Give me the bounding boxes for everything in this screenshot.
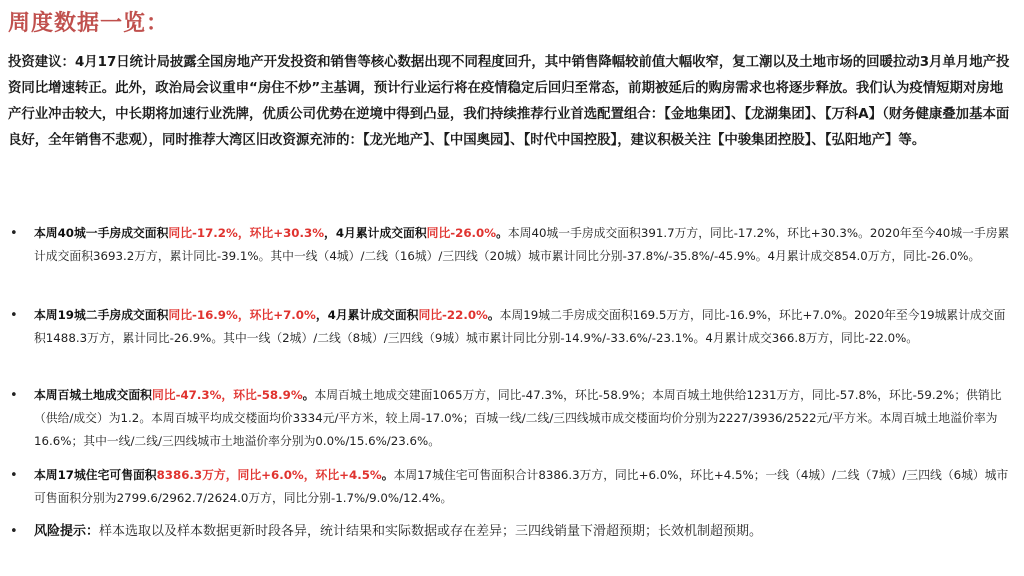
investment-advice: 投资建议：4月17日统计局披露全国房地产开发投资和销售等核心数据出现不同程度回升，其中销售降幅较前值大幅收窄，复工潮以及土地市场的回暖拉动3月单月地产投资同比增速转正。此外，政治局会议重申“房住不炒”主基调，预计行业运行将在疫情稳定后回归至常态，前期被延后的购房需求也将逐步释放。我们认为疫情短期对房地产行业冲击较大，中长期将加速行业洗牌，优质公司优势在逆境中得到凸显，我们持续推荐行业首选配置组合：【金地集团】、【龙湖集团】、【万科A】（财务健康叠加基本面良好，全年销售不悲观），同时推荐大湾区旧改资源充沛的：【龙光地产】、【中国奥园】、【时代中国控股】，建议积极关注【中骏集团控股】、【弘阳地产】等。 xyxy=(8,55,1010,148)
list-item-risk-warning xyxy=(8,520,762,543)
item-highlight: 同比-16.9% xyxy=(168,308,238,322)
bullet-icon: • xyxy=(10,308,18,323)
item-lead: 本周40城一手房成交面积 xyxy=(34,226,169,240)
item-separator: ， xyxy=(225,468,238,482)
item-separator: ， xyxy=(303,468,316,482)
item-body: 本周40城一手房成交面积391.7万方，同比-17.2%，环比+30.3%。2020年至今40城一手房累计成交面积3693.2万方，累计同比-39.1%。其中一线（4城）/二线（16城）/三四线（20城）城市累计同比分别-37.8%/-35.8%/-45.9%。4月累计成交854.0万方，同比-26.0%。 xyxy=(34,226,1010,263)
list-item-40-city-new-homes xyxy=(8,222,1012,268)
item-separator: ， xyxy=(324,226,336,240)
item-highlight: 同比-47.3% xyxy=(151,388,222,402)
list-item-100-city-land xyxy=(8,384,1012,453)
bullet-icon: • xyxy=(10,226,18,241)
item-separator: ， xyxy=(221,388,234,402)
bullet-icon: • xyxy=(10,468,18,483)
item-lead: 本周百城土地成交面积 xyxy=(34,388,152,402)
item-separator: 。 xyxy=(381,468,394,482)
item-highlight: 同比-26.0% xyxy=(426,226,497,240)
item-separator: 。 xyxy=(302,388,315,402)
item-highlight: 同比-22.0% xyxy=(418,308,488,322)
item-separator: 。 xyxy=(487,308,500,322)
item-separator: ， xyxy=(237,308,250,322)
item-lead: 4月累计成交面积 xyxy=(335,226,427,240)
item-body: 本周17城住宅可售面积合计8386.3万方，同比+6.0%，环比+4.5%；一线（4城）/二线（7城）/三四线（6城）城市可售面积分别为2799.6/2962.7/2624.0万方，同比分别-1.7%/9.0%/12.4%。 xyxy=(34,468,1009,505)
item-separator: ， xyxy=(315,308,328,322)
item-highlight: 环比+4.5% xyxy=(315,468,382,482)
item-body: 样本选取以及样本数据更新时段各异，统计结果和实际数据或存在差异；三四线销量下滑超预期；长效机制超预期。 xyxy=(99,524,763,539)
item-body: 本周百城土地成交建面1065万方，同比-47.3%，环比-58.9%；本周百城土地供给1231万方，同比-57.8%，环比-59.2%；供销比（供给/成交）为1.2。本周百城平均成交楼面均价3334元/平方米，较上周-17.0%；百城一线/二线/三四线城市成交楼面均价分别为2227/3936/2522元/平方米。本周百城土地溢价率为16.6%；其中一线/二线/三四线城市土地溢价率分别为0.0%/15.6%/23.6%。 xyxy=(34,388,1002,448)
item-highlight: 环比+7.0% xyxy=(249,308,316,322)
item-highlight: 环比+30.3% xyxy=(249,226,325,240)
item-highlight: 同比+6.0% xyxy=(237,468,304,482)
item-body: 本周19城二手房成交面积169.5万方，同比-16.9%，环比+7.0%。2020年至今19城累计成交面积1488.3万方，累计同比-26.9%。其中一线（2城）/二线（8城）/三四线（9城）城市累计同比分别-14.9%/-33.6%/-23.1%。4月累计成交366.8万方，同比-22.0%。 xyxy=(34,308,1006,345)
item-separator: 。 xyxy=(496,226,508,240)
item-highlight: 同比-17.2% xyxy=(168,226,238,240)
item-highlight: 环比-58.9% xyxy=(233,388,303,402)
list-item-19-city-resale-homes xyxy=(8,304,1012,350)
item-lead: 风险提示： xyxy=(34,524,100,539)
bullet-icon: • xyxy=(10,388,18,403)
bullet-icon: • xyxy=(10,524,18,539)
list-item-17-city-inventory xyxy=(8,464,1012,510)
item-lead: 4月累计成交面积 xyxy=(327,308,419,322)
item-highlight: 8386.3万方 xyxy=(156,468,226,482)
page-title: 周度数据一览： xyxy=(8,11,170,36)
item-lead: 本周19城二手房成交面积 xyxy=(34,308,169,322)
item-lead: 本周17城住宅可售面积 xyxy=(34,468,157,482)
item-separator: ， xyxy=(237,226,250,240)
